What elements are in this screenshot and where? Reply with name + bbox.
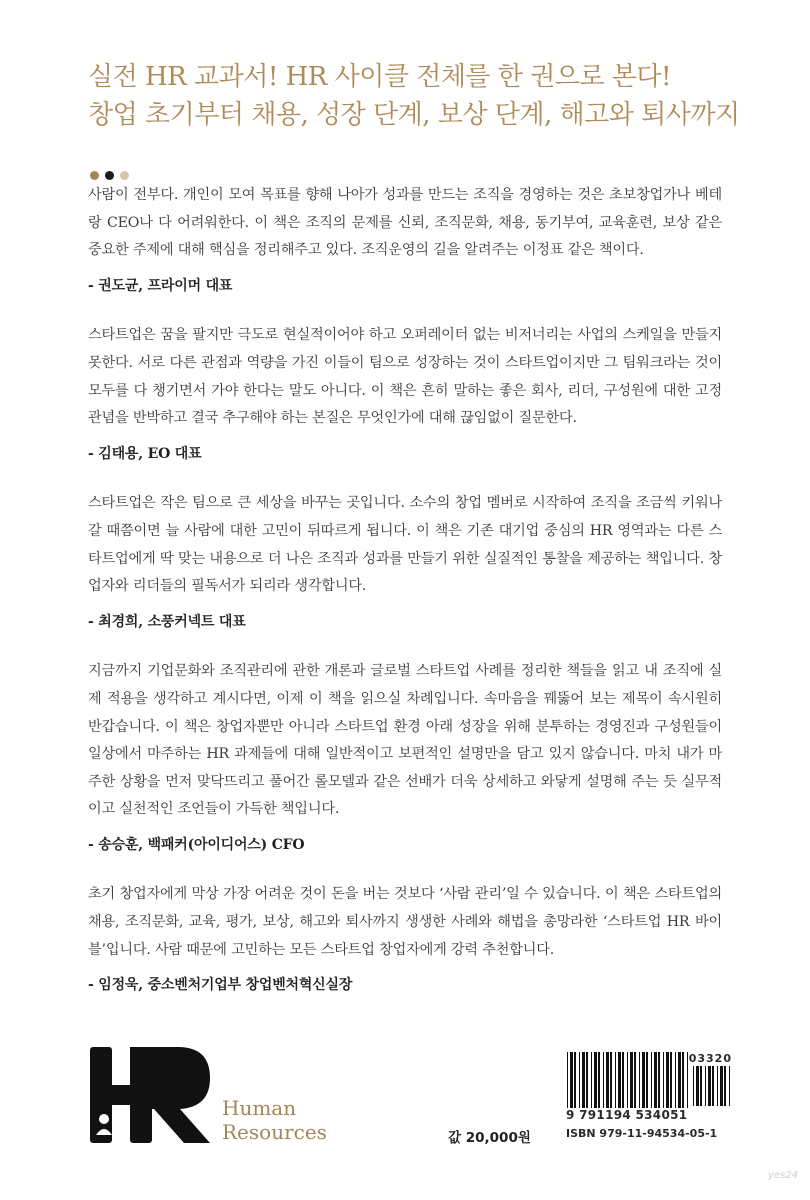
logo-wordmark [222, 1096, 327, 1144]
barcode-bar [634, 1052, 636, 1108]
barcode-bar [579, 1052, 580, 1108]
barcode-bar [603, 1052, 604, 1108]
barcode-bar [651, 1052, 652, 1108]
review [88, 658, 722, 859]
barcode-bar [678, 1052, 681, 1108]
barcode-bar [615, 1052, 616, 1108]
barcode-bar [639, 1052, 640, 1108]
review-author: - 송승훈, 백패커(아이디어스) CFO [88, 836, 305, 853]
barcode-bar [622, 1052, 624, 1108]
review-text: 지금까지 기업문화와 조직관리에 관한 개론과 글로벌 스타트업 사례를 정리한 책들을 읽고 내 조직에 실제 적용을 생각하고 계시다면, 이제 이 책을 읽으실 차례입니다. 속마음을 꿰뚫어 보는 제목이 속시원히 반갑습니다. 이 책은 창업자뿐만 아니라 스타트업 환경 아래 성장을 위해 분투하는 경영진과 구성원들이 일상에서 마주하는 HR 과제들에 대해 일반적이고 보편적인 설명만을 담고 있지 않습니다. 마치 내가 마주한 상황을 먼저 맞닥뜨리고 풀어간 롤모델과 같은 선배가 더욱 상세하고 와닿게 설명해 주는 듯 실무적이고 실천적인 조언들이 가득한 책입니다. [88, 663, 722, 818]
review-text: 스타트업은 작은 팀으로 큰 세상을 바꾸는 곳입니다. 소수의 창업 멤버로 시작하여 조직을 조금씩 키워나갈 때쯤이면 늘 사람에 대한 고민이 뒤따르게 됩니다. 이 책은 기존 대기업 중심의 HR 영역과는 다른 스타트업에게 딱 맞는 내용으로 더 나은 조직과 성과를 만들기 위한 실질적인 통찰을 제공하는 책입니다. 창업자와 리더들의 필독서가 되리라 생각합니다. [88, 495, 722, 595]
barcode-bar [729, 1066, 730, 1106]
barcode-bar [658, 1052, 660, 1108]
isbn-number: ISBN 979-11-94534-05-1 [566, 1127, 718, 1140]
barcode-bar [594, 1052, 597, 1108]
review [88, 322, 722, 468]
barcode-ean-number: 9 791194 534051 [566, 1108, 688, 1122]
review [88, 490, 722, 636]
barcode-bar [696, 1066, 699, 1106]
headline-line-1: 실전 HR 교과서! HR 사이클 전체를 한 권으로 본다! [88, 62, 671, 92]
barcode-bar [586, 1052, 588, 1108]
review-author: - 권도균, 프라이머 대표 [88, 277, 233, 294]
hr-logo-icon [90, 1045, 215, 1145]
barcode-bar [567, 1052, 568, 1108]
price: 값 20,000원 [448, 1130, 531, 1146]
barcode-bar [642, 1052, 645, 1108]
headline-line-2: 창업 초기부터 채용, 성장 단계, 보상 단계, 해고와 퇴사까지 [88, 100, 740, 130]
barcode-bar [654, 1052, 657, 1108]
decorative-dots [90, 165, 135, 175]
barcode-addon-bars [692, 1066, 732, 1106]
logo-line-1: Human [222, 1096, 297, 1120]
barcode-addon-number: 03320 [688, 1052, 732, 1065]
dot-gold-icon [90, 171, 99, 180]
watermark: yes24 [768, 1170, 799, 1181]
barcode-bar [705, 1066, 706, 1106]
barcode-bar [724, 1066, 726, 1106]
barcode-bar [717, 1066, 718, 1106]
isbn-barcode [566, 1052, 732, 1152]
headline [88, 58, 788, 134]
barcode-bar [591, 1052, 592, 1108]
barcode-bars [566, 1052, 690, 1108]
barcode-bar [618, 1052, 621, 1108]
barcode-bar [630, 1052, 633, 1108]
barcode-bar [675, 1052, 676, 1108]
barcode-bar [693, 1066, 694, 1106]
barcode-bar [570, 1052, 573, 1108]
dot-black-icon [105, 171, 114, 180]
barcode-bar [627, 1052, 628, 1108]
reviews-section [88, 182, 722, 1022]
dot-beige-icon [120, 171, 129, 180]
review-author: - 임정욱, 중소벤처기업부 창업벤처혁신실장 [88, 977, 353, 994]
barcode-bar [663, 1052, 664, 1108]
barcode-bar [646, 1052, 648, 1108]
barcode-bar [708, 1066, 711, 1106]
review-text: 초기 창업자에게 막상 가장 어려운 것이 돈을 버는 것보다 ‘사람 관리’일 수 있습니다. 이 책은 스타트업의 채용, 조직문화, 교육, 평가, 보상, 해고와 퇴사까지 생생한 사례와 해법을 총망라한 ‘스타트업 HR 바이블’입니다. 사람 때문에 고민하는 모든 스타트업 창업자에게 강력 추천합니다. [88, 886, 722, 958]
review-text: 스타트업은 꿈을 팔지만 극도로 현실적이어야 하고 오퍼레이터 없는 비저너리는 사업의 스케일을 만들지 못한다. 서로 다른 관점과 역량을 가진 이들이 팀으로 성장하는 것이 스타트업이지만 그 팀워크라는 것이 모두를 다 챙기면서 가야 한다는 말도 아니다. 이 책은 흔히 말하는 좋은 회사, 리더, 구성원에 대한 고정관념을 반박하고 결국 추구해야 하는 본질은 무엇인가에 대해 끊임없이 질문한다. [88, 327, 722, 427]
review-author: - 김태용, EO 대표 [88, 445, 202, 462]
barcode-bar [598, 1052, 600, 1108]
barcode-bar [574, 1052, 576, 1108]
barcode-bar [682, 1052, 684, 1108]
barcode-bar [610, 1052, 612, 1108]
review [88, 182, 722, 300]
logo-line-2: Resources [222, 1120, 327, 1144]
review-text: 사람이 전부다. 개인이 모여 목표를 향해 나아가 성과를 만드는 조직을 경영하는 것은 초보창업가나 베테랑 CEO나 다 어려워한다. 이 책은 조직의 문제를 신뢰, 조직문화, 채용, 동기부여, 교육훈련, 보상 같은 중요한 주제에 대해 핵심을 정리해주고 있다. 조직운영의 길을 알려주는 이정표 같은 책이다. [88, 187, 722, 259]
barcode-bar [606, 1052, 609, 1108]
barcode-bar [582, 1052, 585, 1108]
barcode-bar [670, 1052, 672, 1108]
barcode-bar [700, 1066, 702, 1106]
review [88, 881, 722, 999]
barcode-bar [720, 1066, 723, 1106]
review-author: - 최경희, 소풍커넥트 대표 [88, 613, 246, 630]
barcode-bar [712, 1066, 714, 1106]
barcode-bar [666, 1052, 669, 1108]
